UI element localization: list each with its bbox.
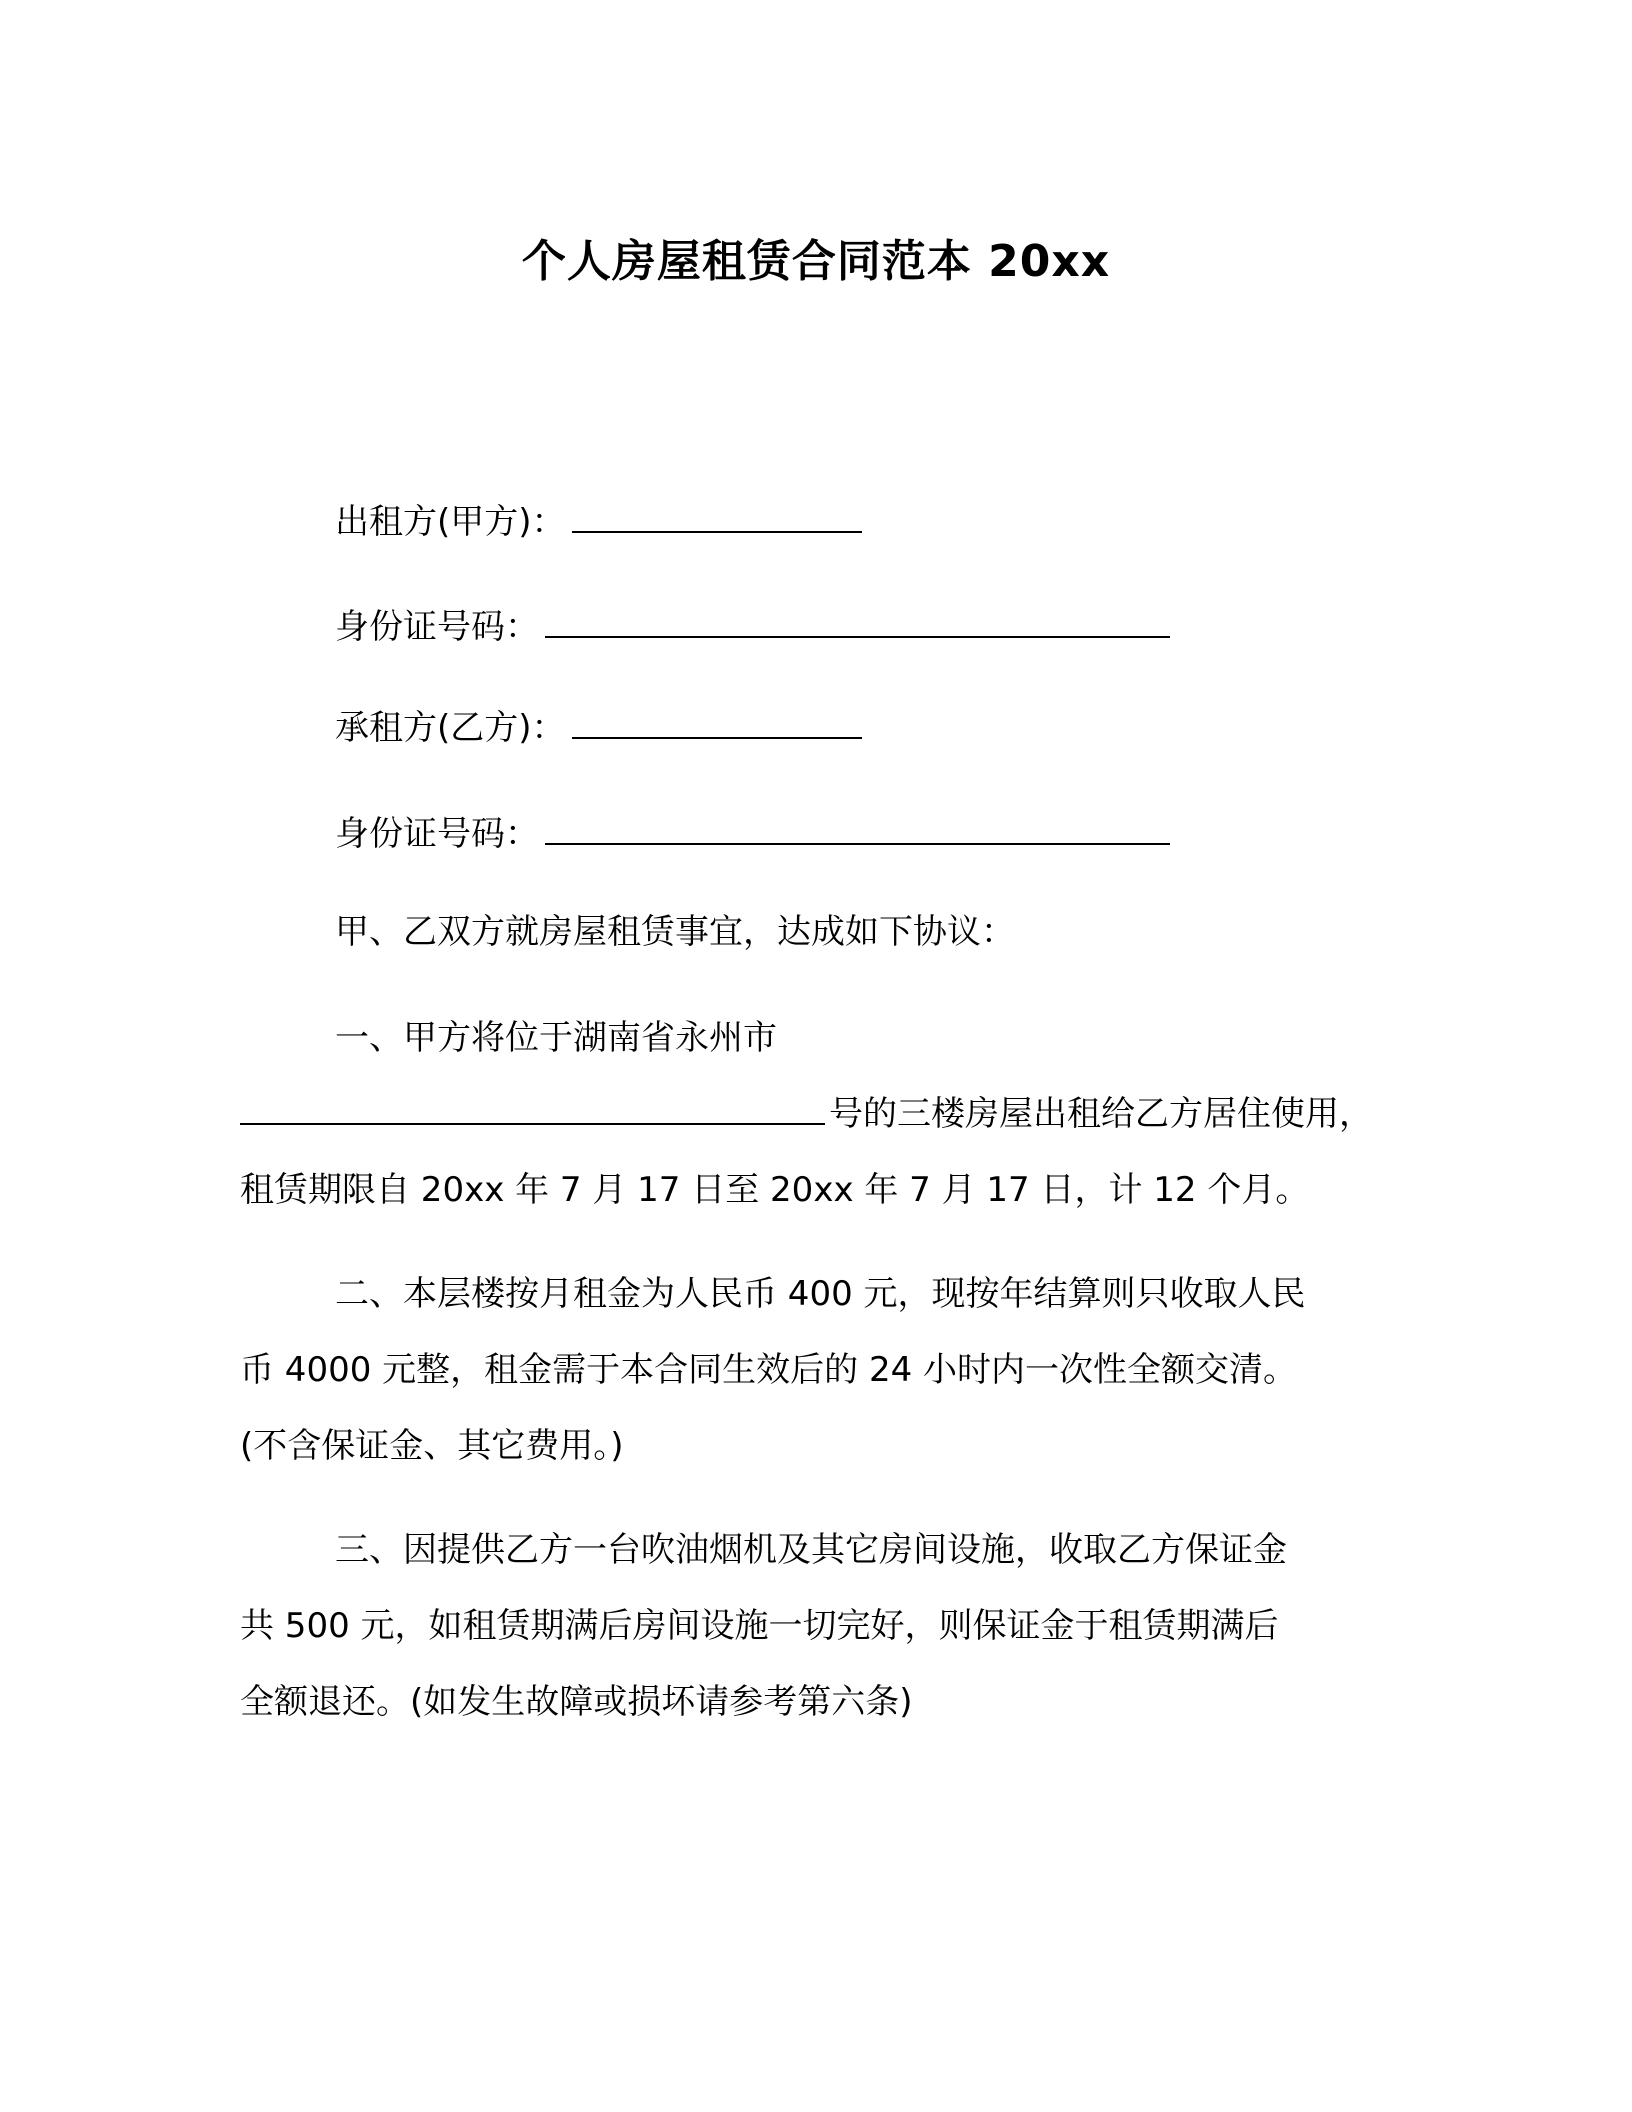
- clause1-line1: 一、甲方将位于湖南省永州市: [335, 1018, 777, 1058]
- lessor-label: 出租方(甲方)：: [335, 502, 566, 542]
- clause3-line2: 共 500 元，如租赁期满后房间设施一切完好，则保证金于租赁期满后: [240, 1606, 1279, 1646]
- clause3-line3: 全额退还。(如发生故障或损坏请参考第六条): [240, 1682, 913, 1722]
- lessee-blank[interactable]: [572, 707, 862, 739]
- lessor-field: [335, 500, 862, 544]
- address-blank[interactable]: [240, 1093, 825, 1125]
- lessee-label: 承租方(乙方)：: [335, 708, 566, 748]
- clause2-line1: 二、本层楼按月租金为人民币 400 元，现按年结算则只收取人民: [335, 1274, 1306, 1314]
- clause1-line2-text: 号的三楼房屋出租给乙方居住使用，: [829, 1094, 1373, 1134]
- clause2-line2: 币 4000 元整，租金需于本合同生效后的 24 小时内一次性全额交清。: [240, 1350, 1298, 1390]
- document-title: 个人房屋租赁合同范本 20xx: [521, 236, 1111, 287]
- lessor-id-label: 身份证号码：: [335, 607, 539, 647]
- lessor-id-blank[interactable]: [545, 606, 1170, 638]
- lessor-blank[interactable]: [572, 501, 862, 533]
- clause3-line1: 三、因提供乙方一台吹油烟机及其它房间设施，收取乙方保证金: [335, 1530, 1287, 1570]
- lessee-field: [335, 706, 862, 750]
- lessee-id-blank[interactable]: [545, 813, 1170, 845]
- lessor-id-field: [335, 605, 1170, 649]
- lessee-id-field: [335, 812, 1170, 856]
- clause1-line3: 租赁期限自 20xx 年 7 月 17 日至 20xx 年 7 月 17 日，计 12 个月。: [240, 1170, 1310, 1210]
- clause1-line2: [240, 1092, 1373, 1136]
- lessee-id-label: 身份证号码：: [335, 814, 539, 854]
- clause2-line3: (不含保证金、其它费用。): [240, 1426, 624, 1466]
- intro-paragraph: 甲、乙双方就房屋租赁事宜，达成如下协议：: [335, 912, 1015, 952]
